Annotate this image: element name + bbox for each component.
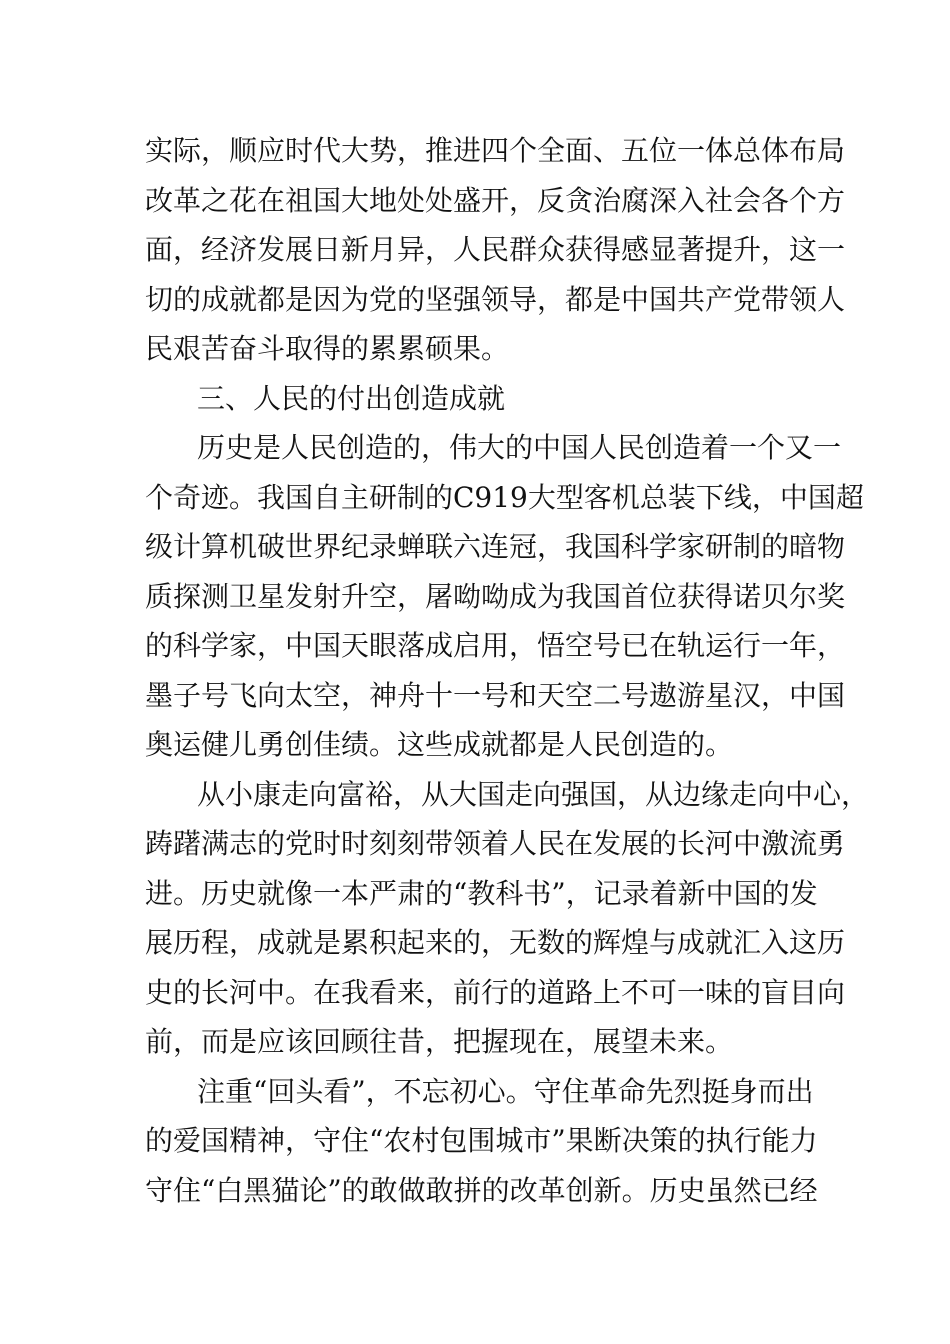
text-line: 前，而是应该回顾往昔，把握现在，展望未来。 xyxy=(145,1025,734,1058)
text-line: 切的成就都是因为党的坚强领导，都是中国共产党带领人 xyxy=(145,282,846,316)
text-line: 踌躇满志的党时时刻刻带领着人民在发展的长河中激流勇 xyxy=(145,827,846,860)
text-line: 进。历史就像一本严肃的“教科书”，记录着新中国的发 xyxy=(145,876,818,910)
text-line: 实际，顺应时代大势，推进四个全面、五位一体总体布局 xyxy=(145,134,846,167)
text-line: 注重“回头看”，不忘初心。守住革命先烈挺身而出 xyxy=(197,1074,814,1108)
text-line: 的爱国精神，守住“农村包围城市”果断决策的执行能力 xyxy=(145,1124,818,1157)
text-line: 墨子号飞向太空，神舟十一号和天空二号遨游星汉，中国 xyxy=(145,678,846,712)
text-line: 展历程，成就是累积起来的，无数的辉煌与成就汇入这历 xyxy=(145,926,846,959)
text-line: 史的长河中。在我看来，前行的道路上不可一味的盲目向 xyxy=(145,975,846,1009)
paragraph-look-back xyxy=(145,1067,818,1216)
heading-line: 三、人民的付出创造成就 xyxy=(197,381,506,415)
text-line: 奥运健儿勇创佳绩。这些成就都是人民创造的。 xyxy=(145,728,734,761)
paragraph-achievements xyxy=(145,423,864,770)
text-line: 从小康走向富裕，从大国走向强国，从边缘走向中心， xyxy=(197,777,870,811)
text-line: 改革之花在祖国大地处处盛开，反贪治腐深入社会各个方 xyxy=(145,183,846,217)
text-line: 守住“白黑猫论”的敢做敢拼的改革创新。历史虽然已经 xyxy=(145,1173,818,1207)
text-line: 质探测卫星发射升空，屠呦呦成为我国首位获得诺贝尔奖 xyxy=(145,579,846,613)
document-body xyxy=(145,126,870,1215)
text-line: 的科学家，中国天眼落成启用，悟空号已在轨运行一年， xyxy=(145,629,846,662)
text-line: 个奇迹。我国自主研制的C919大型客机总装下线，中国超 xyxy=(145,480,864,514)
section-heading xyxy=(145,374,810,424)
text-line: 历史是人民创造的，伟大的中国人民创造着一个又一 xyxy=(197,431,842,464)
text-line: 民艰苦奋斗取得的累累硕果。 xyxy=(145,332,510,365)
paragraph-history xyxy=(145,770,870,1067)
paragraph-continuation xyxy=(145,126,846,374)
text-line: 面，经济发展日新月异，人民群众获得感显著提升，这一 xyxy=(145,233,846,266)
text-line: 级计算机破世界纪录蝉联六连冠，我国科学家研制的暗物 xyxy=(145,530,846,563)
